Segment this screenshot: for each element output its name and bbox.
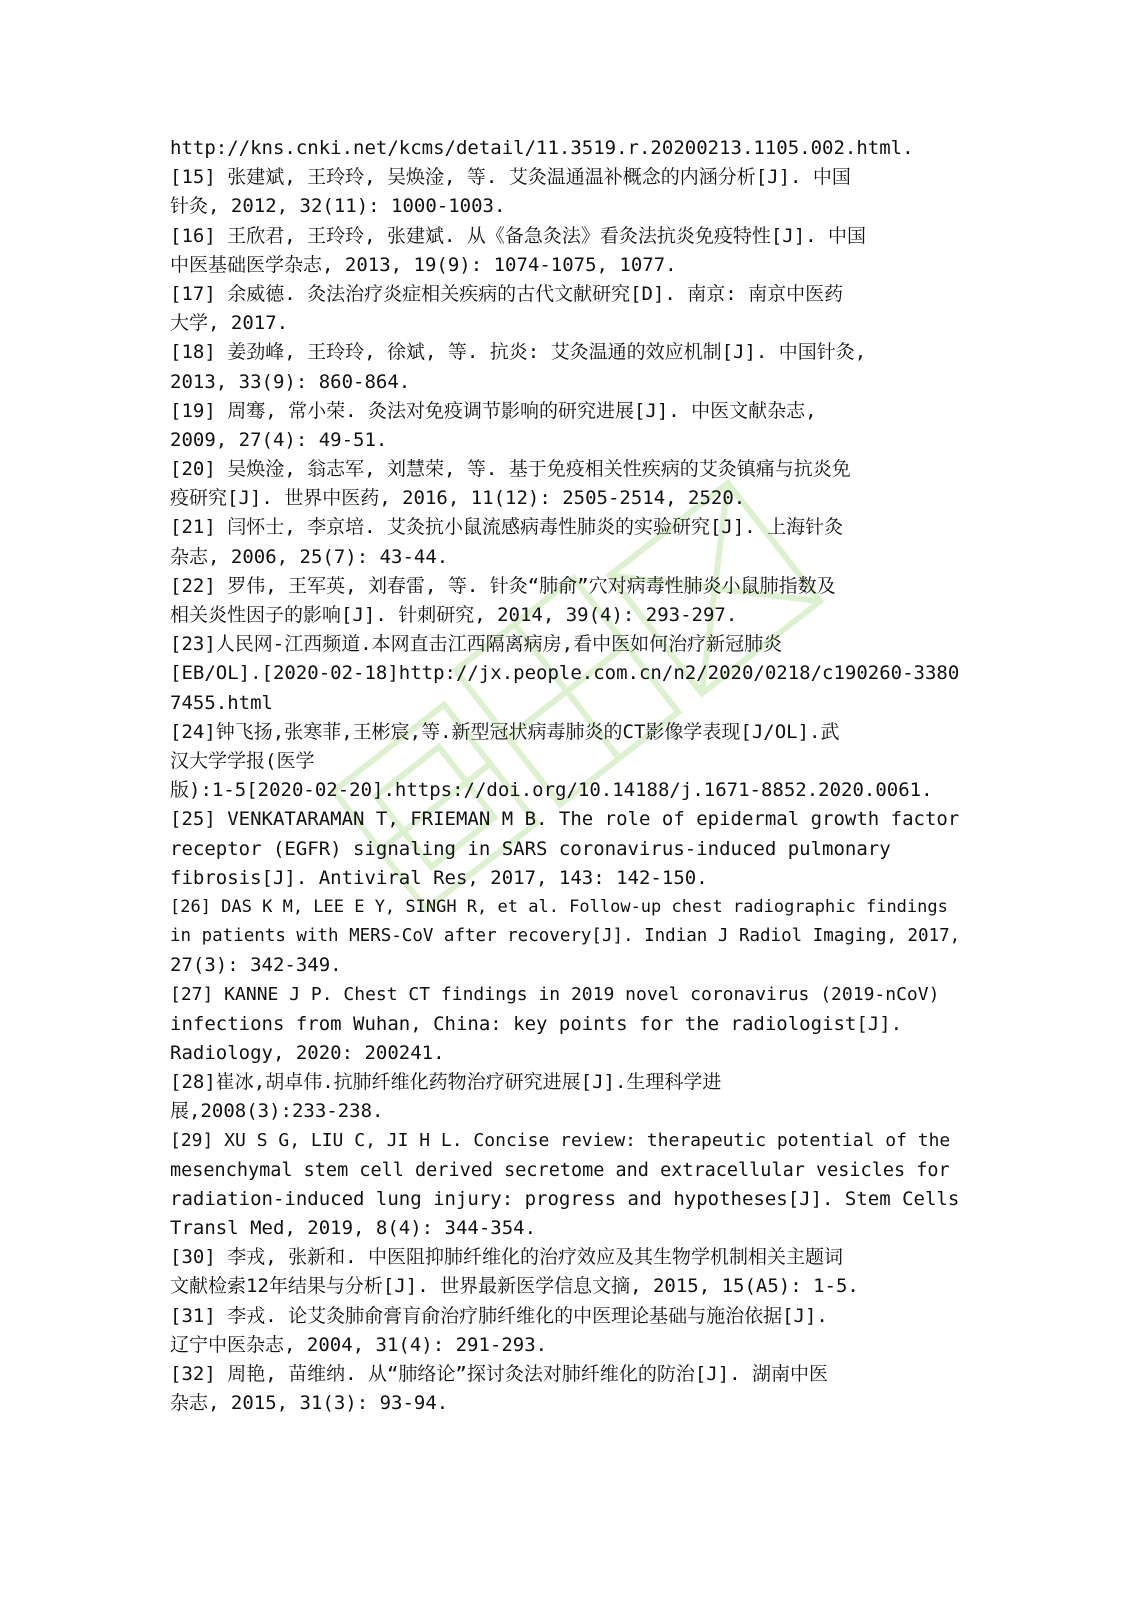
reference-line: [28]崔冰,胡卓伟.抗肺纤维化药物治疗研究进展[J].生理科学进 [170,1071,722,1093]
reference-line: [24]钟飞扬,张寒菲,王彬宸,等.新型冠状病毒肺炎的CT影像学表现[J/OL].武 [170,720,840,743]
reference-line: [19] 周骞, 常小荣. 灸法对免疫调节影响的研究进展[J]. 中医文献杂志, [170,399,817,422]
reference-line: 展,2008(3):233-238. [170,1100,384,1123]
reference-line: 中医基础医学杂志, 2013, 19(9): 1074-1075, 1077. [170,253,677,276]
reference-line: 版):1-5[2020-02-20].https://doi.org/10.14188/j.1671-8852.2020.0061. [170,779,933,802]
reference-line: receptor (EGFR) signaling in SARS coronavirus-induced pulmonary [170,837,891,860]
reference-line: [27] KANNE J P. Chest CT findings in 2019 novel coronavirus (2019-nCoV) [170,984,940,1006]
reference-line: [21] 闫怀士, 李京培. 艾灸抗小鼠流感病毒性肺炎的实验研究[J]. 上海针灸 [170,516,844,539]
reference-line: mesenchymal stem cell derived secretome and extracellular vesicles for [170,1159,950,1181]
reference-line: fibrosis[J]. Antiviral Res, 2017, 143: 142-150. [170,866,708,889]
reference-line: 杂志, 2015, 31(3): 93-94. [170,1392,449,1415]
reference-line: 文献检索12年结果与分析[J]. 世界最新医学信息文摘, 2015, 15(A5): 1-5. [170,1275,859,1298]
reference-line: Radiology, 2020: 200241. [170,1041,445,1064]
reference-line: 辽宁中医杂志, 2004, 31(4): 291-293. [170,1333,548,1356]
reference-line: [23]人民网-江西频道.本网直击江西隔离病房,看中医如何治疗新冠肺炎 [170,633,783,656]
reference-line: radiation-induced lung injury: progress and hypotheses[J]. Stem Cells [170,1187,960,1210]
reference-line: 大学, 2017. [170,312,289,335]
reference-line: [17] 余威德. 灸法治疗炎症相关疾病的古代文献研究[D]. 南京: 南京中医药 [170,282,844,305]
reference-line: 27(3): 342-349. [170,954,342,977]
reference-line: [29] XU S G, LIU C, JI H L. Concise review: therapeutic potential of the [170,1130,951,1152]
reference-line: infections from Wuhan, China: key points for the radiologist[J]. [170,1012,903,1035]
reference-line: 杂志, 2006, 25(7): 43-44. [170,545,449,568]
reference-line: 汉大学学报(医学 [170,749,315,772]
reference-line: [22] 罗伟, 王军英, 刘春雷, 等. 针灸“肺俞”穴对病毒性肺炎小鼠肺指数及 [170,574,836,597]
reference-line: [EB/OL].[2020-02-18]http://jx.people.com.cn/n2/2020/0218/c190260-3380 [170,662,960,685]
reference-line: [18] 姜劲峰, 王玲玲, 徐斌, 等. 抗炎: 艾灸温通的效应机制[J]. 中国针灸, [170,341,867,364]
reference-line: Transl Med, 2019, 8(4): 344-354. [170,1216,537,1239]
reference-line: 疫研究[J]. 世界中医药, 2016, 11(12): 2505-2514, 2520. [170,487,746,510]
reference-line: 相关炎性因子的影响[J]. 针刺研究, 2014, 39(4): 293-297. [170,604,738,626]
reference-line: 2009, 27(4): 49-51. [170,428,388,451]
reference-line: 针灸, 2012, 32(11): 1000-1003. [170,195,506,218]
reference-line: [20] 吴焕淦, 翁志军, 刘慧荣, 等. 基于免疫相关性疾病的艾灸镇痛与抗炎免 [170,458,851,481]
reference-line: [30] 李戎, 张新和. 中医阻抑肺纤维化的治疗效应及其生物学机制相关主题词 [170,1246,843,1269]
reference-line: 2013, 33(9): 860-864. [170,370,411,393]
reference-line: [32] 周艳, 苗维纳. 从“肺络论”探讨灸法对肺纤维化的防治[J]. 湖南中医 [170,1362,829,1385]
reference-list [170,134,960,1418]
reference-line: [16] 王欣君, 王玲玲, 张建斌. 从《备急灸法》看灸法抗炎免疫特性[J]. 中国 [170,224,867,247]
reference-line: http://kns.cnki.net/kcms/detail/11.3519.r.20200213.1105.002.html. [170,137,914,159]
reference-line: in patients with MERS-CoV after recovery[J]. Indian J Radiol Imaging, 2017, [170,926,960,947]
reference-line: [25] VENKATARAMAN T, FRIEMAN M B. The role of epidermal growth factor [170,808,960,831]
reference-line: [26] DAS K M, LEE E Y, SINGH R, et al. Follow-up chest radiographic findings [170,896,948,917]
reference-line: 7455.html [170,691,273,714]
reference-line: [15] 张建斌, 王玲玲, 吴焕淦, 等. 艾灸温通温补概念的内涵分析[J]. 中国 [170,166,851,189]
reference-line: [31] 李戎. 论艾灸肺俞膏肓俞治疗肺纤维化的中医理论基础与施治依据[J]. [170,1304,828,1327]
